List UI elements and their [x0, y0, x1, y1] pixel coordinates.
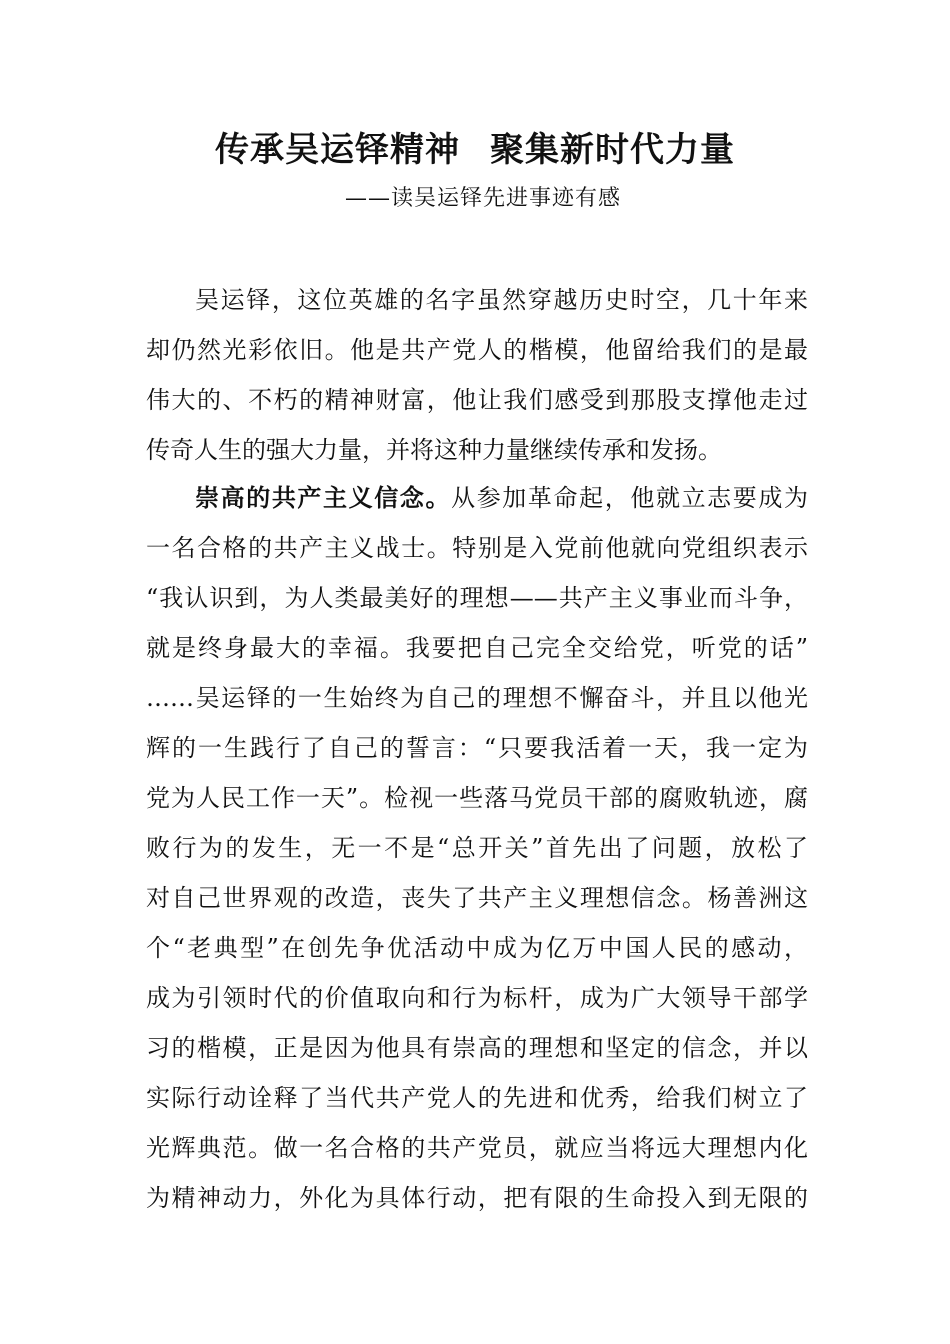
document-subtitle: ——读吴运铎先进事迹有感 — [345, 186, 622, 211]
paragraph-line: 吴运铎，这位英雄的名字虽然穿越历史时空，几十年来 — [195, 286, 808, 314]
paragraph-line: 辉的一生践行了自己的誓言：“只要我活着一天，我一定为 — [146, 734, 808, 762]
paragraph-2-first-rest: 从参加革命起，他就立志要成为 — [451, 484, 809, 512]
paragraph-line: 对自己世界观的改造，丧失了共产主义理想信念。杨善洲这 — [146, 884, 808, 912]
paragraph-line: 伟大的、不朽的精神财富，他让我们感受到那股支撑他走过 — [146, 386, 808, 414]
paragraph-line: 成为引领时代的价值取向和行为标杆，成为广大领导干部学 — [146, 984, 808, 1012]
paragraph-line: 习的楷模，正是因为他具有崇高的理想和坚定的信念，并以 — [146, 1034, 808, 1062]
paragraph-line: 个“老典型”在创先争优活动中成为亿万中国人民的感动， — [146, 934, 808, 962]
paragraph-line: 光辉典范。做一名合格的共产党员，就应当将远大理想内化 — [146, 1134, 808, 1162]
paragraph-line: ……吴运铎的一生始终为自己的理想不懈奋斗，并且以他光 — [146, 684, 808, 712]
title-part-2: 聚集新时代力量 — [490, 130, 735, 170]
paragraph-line — [195, 473, 808, 523]
paragraph-line: 却仍然光彩依旧。他是共产党人的楷模，他留给我们的是最 — [146, 336, 808, 364]
paragraph-line: 党为人民工作一天”。检视一些落马党员干部的腐败轨迹，腐 — [146, 784, 808, 812]
paragraph-line: 为精神动力，外化为具体行动，把有限的生命投入到无限的 — [146, 1184, 808, 1212]
title-part-1: 传承吴运铎精神 — [215, 130, 460, 170]
paragraph-line: 传奇人生的强大力量，并将这种力量继续传承和发扬。 — [146, 436, 722, 464]
document-title — [0, 126, 950, 174]
paragraph-line: “我认识到，为人类最美好的理想——共产主义事业而斗争， — [146, 584, 808, 612]
paragraph-line: 就是终身最大的幸福。我要把自己完全交给党，听党的话” — [146, 634, 808, 662]
paragraph-2-lead: 崇高的共产主义信念。 — [195, 484, 452, 512]
paragraph-line: 败行为的发生，无一不是“总开关”首先出了问题，放松了 — [146, 834, 808, 862]
paragraph-line: 实际行动诠释了当代共产党人的先进和优秀，给我们树立了 — [146, 1084, 808, 1112]
paragraph-line: 一名合格的共产主义战士。特别是入党前他就向党组织表示 — [146, 534, 808, 562]
